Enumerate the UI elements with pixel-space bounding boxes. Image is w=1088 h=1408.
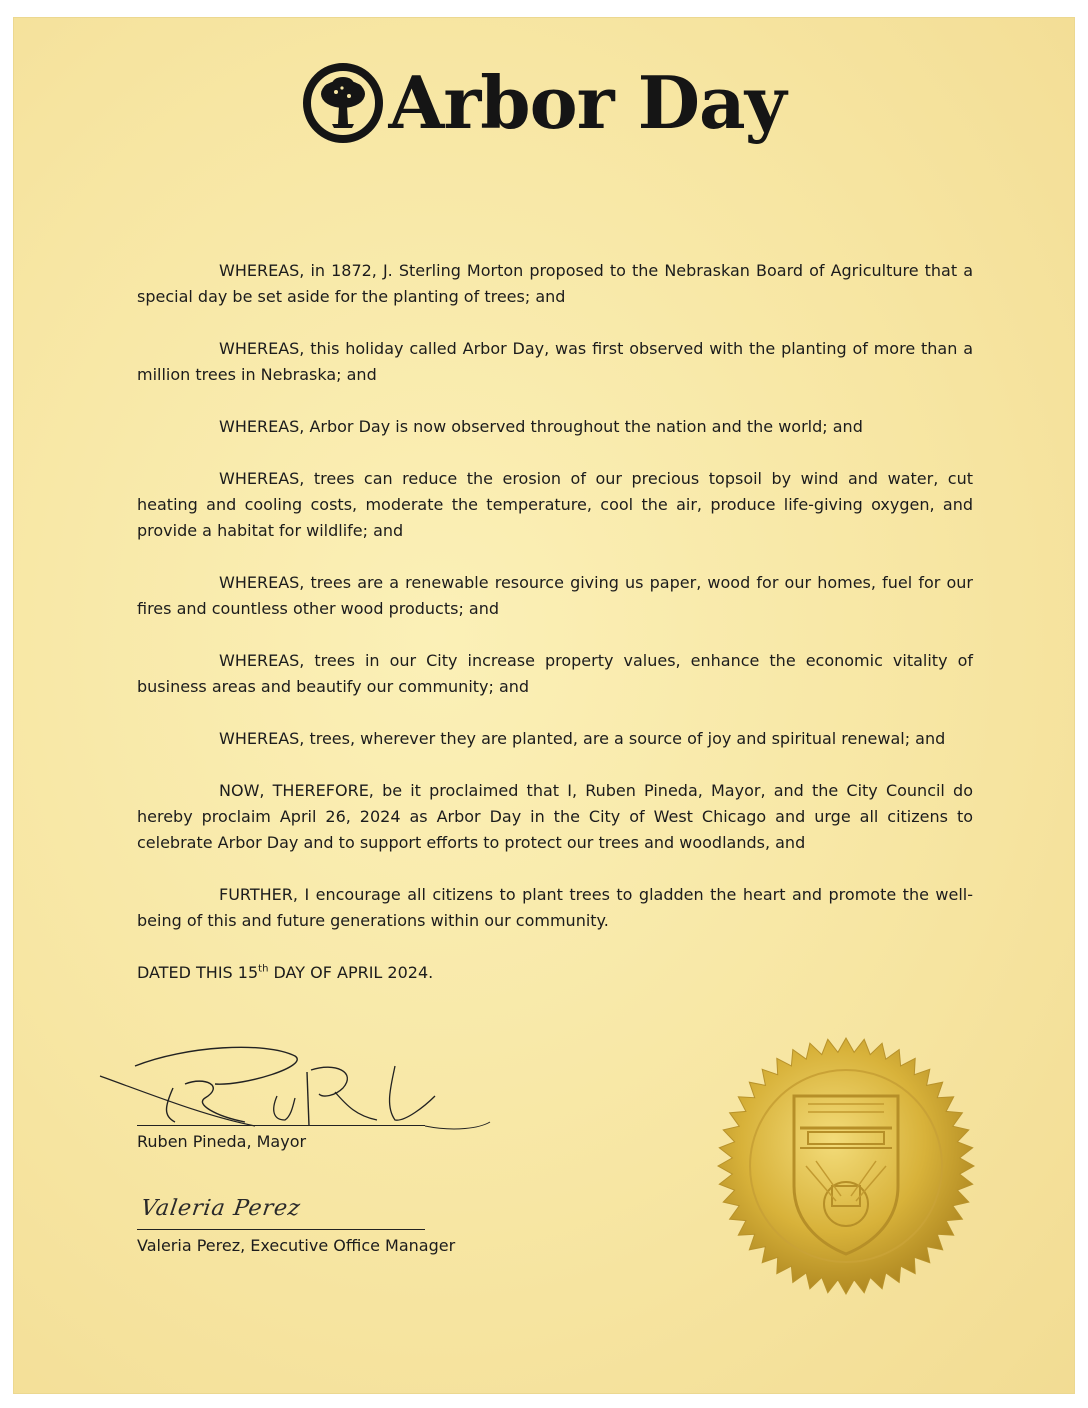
manager-signature-block (137, 1196, 497, 1266)
manager-signature-line (137, 1229, 425, 1230)
therefore-paragraph: NOW, THEREFORE, be it proclaimed that I, Ruben Pineda, Mayor, and the City Council do hereby proclaim April 26, 2024 as Arbor Day in the City of West Chicago and urge all citizens to celebrate Arbor Day and to support efforts to protect our trees and woodlands, and (137, 781, 973, 852)
manager-handwritten-signature: Valeria Perez (139, 1196, 303, 1221)
whereas-paragraph-1: WHEREAS, in 1872, J. Sterling Morton proposed to the Nebraskan Board of Agriculture that a special day be set aside for the planting of trees; and (137, 261, 973, 306)
dated-line (137, 960, 973, 986)
mayor-name-caption: Ruben Pineda, Mayor (137, 1132, 307, 1151)
dated-rest: DAY OF APRIL 2024. (268, 963, 434, 982)
mayor-signature-line (137, 1125, 425, 1126)
mayor-signature-block (137, 1036, 497, 1156)
further-paragraph: FURTHER, I encourage all citizens to plant trees to gladden the heart and promote the well-being of this and future generations within our community. (137, 885, 973, 930)
mayor-handwritten-signature (95, 1036, 495, 1136)
gold-city-seal-icon (716, 1036, 976, 1296)
whereas-paragraph-3: WHEREAS, Arbor Day is now observed throughout the nation and the world; and (219, 417, 863, 436)
whereas-paragraph-4: WHEREAS, trees can reduce the erosion of our precious topsoil by wind and water, cut heating and cooling costs, moderate the temperature, cool the air, produce life-giving oxygen, and provide a habitat for wildlife; and (137, 469, 973, 540)
whereas-paragraph-2: WHEREAS, this holiday called Arbor Day, was first observed with the planting of more than a million trees in Nebraska; and (137, 339, 973, 384)
whereas-paragraph-5: WHEREAS, trees are a renewable resource giving us paper, wood for our homes, fuel for our fires and countless other wood products; and (137, 573, 973, 618)
arbor-day-tree-logo-icon (302, 62, 384, 144)
whereas-paragraph-7: WHEREAS, trees, wherever they are planted, are a source of joy and spiritual renewal; and (219, 729, 946, 748)
manager-name-caption: Valeria Perez, Executive Office Manager (137, 1236, 456, 1255)
document-header (0, 60, 1088, 145)
proclamation-body (137, 258, 973, 986)
whereas-paragraph-6: WHEREAS, trees in our City increase property values, enhance the economic vitality of business areas and beautify our community; and (137, 651, 973, 696)
dated-ordinal: th (258, 963, 269, 975)
page-title: Arbor Day (388, 60, 786, 145)
dated-prefix: DATED THIS 15 (137, 963, 259, 982)
